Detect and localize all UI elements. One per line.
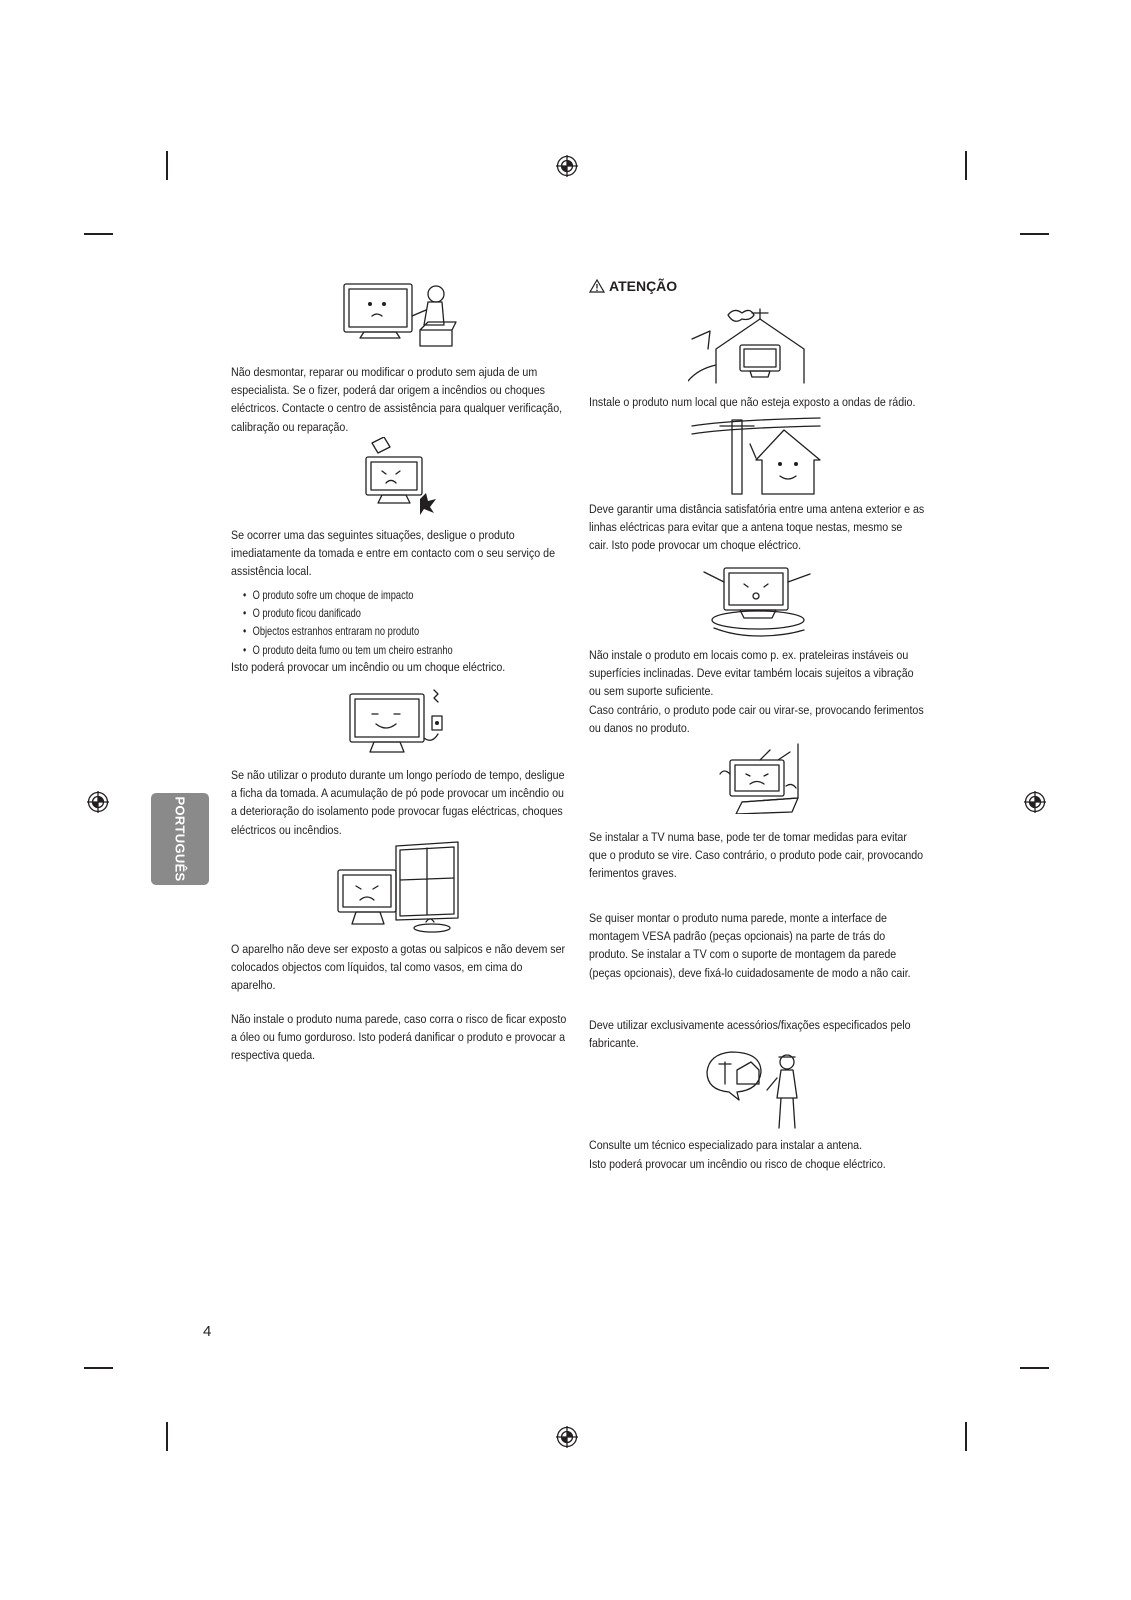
section-heading (589, 278, 677, 294)
paragraph: Deve utilizar exclusivamente acessórios/fixações especificados pelo fabricante. (589, 1018, 911, 1051)
crop-mark (84, 1367, 113, 1369)
power-line-antenna-illustration (690, 414, 824, 496)
technician-antenna-illustration (703, 1048, 809, 1132)
paragraph: Não desmontar, reparar ou modificar o produto sem ajuda de um especialista. Se o fizer, poderá dar origem a incêndios ou choques eléctricos. Contacte o centro de assistência para qualquer verificação, calibração ou reparação. (231, 365, 563, 434)
paragraph: Não instale o produto em locais como p. ex. prateleiras instáveis ou superfícies inclinadas. Deve evitar também locais sujeitos a vibração ou sem suporte suficiente. (589, 648, 914, 699)
registration-mark-icon (556, 155, 578, 177)
paragraph: Isto poderá provocar um incêndio ou um choque eléctrico. (231, 660, 506, 674)
warning-triangle-icon (589, 279, 605, 293)
tv-water-illustration (334, 840, 468, 938)
paragraph: Se quiser montar o produto numa parede, monte a interface de montagem VESA padrão (peças opcionais) na parte de trás do produto. Se instalar a TV com o suporte de montagem da parede (peças opcionais), deve fixá-lo cuidadosamente de modo a não cair. (589, 911, 911, 980)
paragraph: Se instalar a TV numa base, pode ter de tomar medidas para evitar que o produto se vire. Caso contrário, o produto pode cair, provocando ferimentos graves. (589, 830, 924, 881)
tv-wall-secure-illustration (712, 742, 804, 814)
paragraph: Se ocorrer uma das seguintes situações, desligue o produto imediatamente da tomada e entre em contacto com o seu serviço de assistência local. (231, 528, 556, 579)
crop-mark (166, 1422, 168, 1451)
paragraph: Deve garantir uma distância satisfatória entre uma antena exterior e as linhas eléctricas para evitar que a antena toque nestas, mesmo se cair. Isto pode provocar um choque eléctrico. (589, 502, 925, 553)
page-number: 4 (203, 1323, 212, 1340)
paragraph: Instale o produto num local que não esteja exposto a ondas de rádio. (589, 395, 916, 409)
paragraph: Consulte um técnico especializado para instalar a antena. (589, 1138, 863, 1152)
registration-mark-icon (556, 1426, 578, 1448)
language-tab-label: PORTUGUÊS (172, 796, 188, 882)
language-tab (151, 793, 209, 885)
tv-unplug-illustration (348, 686, 454, 762)
paragraph: Não instale o produto numa parede, caso corra o risco de ficar exposto a óleo ou fumo gorduroso. Isto poderá danificar o produto e provocar a respectiva queda. (231, 1012, 567, 1063)
list-item: • Objectos estranhos entraram no produto (243, 623, 547, 641)
crop-mark (965, 1422, 967, 1451)
antenna-house-illustration (688, 305, 808, 387)
paragraph: Isto poderá provocar um incêndio ou risco de choque eléctrico. (589, 1157, 886, 1171)
paragraph: O aparelho não deve ser exposto a gotas ou salpicos e não devem ser colocados objectos com líquidos, tal como vasos, em cima do aparelho. (231, 942, 566, 993)
list-item: • O produto sofre um choque de impacto (243, 587, 547, 605)
registration-mark-icon (1024, 791, 1046, 813)
registration-mark-icon (87, 791, 109, 813)
crop-mark (166, 151, 168, 180)
crop-mark (1020, 233, 1049, 235)
tv-disassembly-illustration (340, 280, 460, 352)
list-item: • O produto deita fumo ou tem um cheiro estranho (243, 642, 547, 660)
tv-impact-illustration (360, 437, 440, 515)
paragraph: Se não utilizar o produto durante um longo período de tempo, desligue a ficha da tomada. A acumulação de pó pode provocar um incêndio ou a deterioração do isolamento pode provocar fugas eléctricas, choques eléctricos ou incêndios. (231, 768, 565, 837)
crop-mark (84, 233, 113, 235)
list-item: • O produto ficou danificado (243, 605, 547, 623)
tv-unstable-illustration (700, 562, 816, 638)
crop-mark (965, 151, 967, 180)
heading-text: ATENÇÃO (609, 278, 678, 294)
crop-mark (1020, 1367, 1049, 1369)
situation-list (243, 587, 547, 660)
paragraph: Caso contrário, o produto pode cair ou virar-se, provocando ferimentos ou danos no produto. (589, 703, 924, 736)
